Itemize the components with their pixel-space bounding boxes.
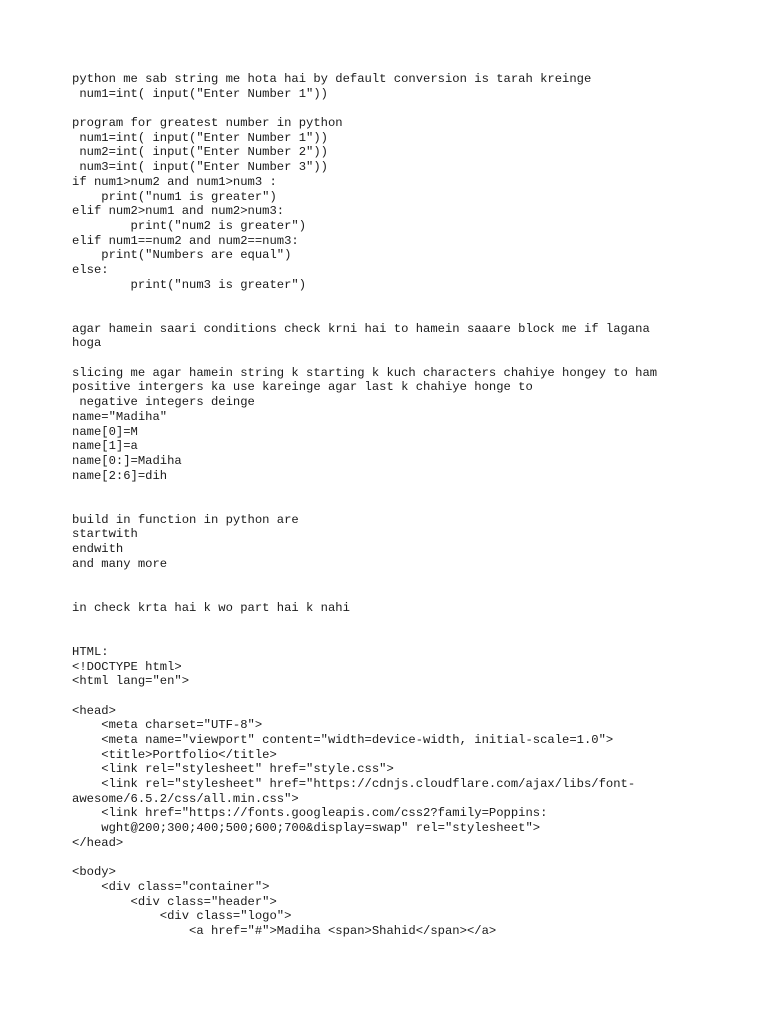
doc-line: if num1>num2 and num1>num3 : [72, 174, 277, 189]
doc-line: negative integers deinge [72, 395, 255, 410]
doc-line [72, 101, 732, 116]
doc-line: wght@200;300;400;500;600;700&display=swap" rel="stylesheet"> [72, 821, 541, 836]
doc-line: name[1]=a [72, 439, 138, 454]
doc-line: print("num1 is greater") [72, 189, 277, 204]
doc-line [72, 630, 732, 645]
doc-line: <div class="logo"> [72, 909, 292, 924]
doc-line: awesome/6.5.2/css/all.min.css"> [72, 791, 299, 806]
doc-line: num1=int( input("Enter Number 1")) [72, 86, 328, 101]
doc-line: endwith [72, 542, 124, 556]
doc-line: <div class="container"> [72, 879, 270, 894]
doc-line: name[0:]=Madiha [72, 453, 182, 468]
doc-line: <title>Portfolio</title> [72, 747, 277, 762]
doc-line [72, 689, 732, 704]
doc-line: python me sab string me hota hai by default conversion is tarah kreinge [72, 72, 592, 86]
doc-line: HTML: [72, 644, 109, 659]
doc-line: <body> [72, 865, 116, 880]
doc-line [72, 351, 732, 366]
doc-line: <div class="header"> [72, 894, 277, 909]
doc-line: program for greatest number in python [72, 116, 343, 131]
document-page [72, 72, 732, 939]
doc-line: <meta charset="UTF-8"> [72, 718, 263, 733]
doc-line: name="Madiha" [72, 409, 168, 424]
doc-line: num2=int( input("Enter Number 2")) [72, 145, 328, 160]
doc-line: <!DOCTYPE html> [72, 659, 182, 674]
doc-line: slicing me agar hamein string k starting k kuch characters chahiye hongey to ham [72, 365, 658, 380]
doc-line: startwith [72, 527, 138, 542]
doc-line: print("num2 is greater") [72, 218, 307, 233]
doc-line: positive intergers ka use kareinge agar last k chahiye honge to [72, 380, 533, 395]
doc-line: <html lang="en"> [72, 674, 190, 689]
doc-line: print("Numbers are equal") [72, 248, 292, 263]
doc-line: hoga [72, 336, 102, 351]
doc-line [72, 586, 732, 601]
doc-line [72, 850, 732, 865]
doc-line: agar hamein saari conditions check krni hai to hamein saaare block me if lagana [72, 321, 650, 336]
doc-line: elif num2>num1 and num2>num3: [72, 204, 285, 219]
doc-line [72, 292, 732, 307]
doc-line [72, 307, 732, 322]
doc-line: </head> [72, 835, 124, 850]
doc-line: num3=int( input("Enter Number 3")) [72, 160, 328, 175]
doc-line: build in function in python are [72, 512, 299, 527]
doc-line: and many more [72, 556, 168, 571]
doc-line [72, 498, 732, 513]
doc-line: <link href="https://fonts.googleapis.com/css2?family=Poppins: [72, 806, 548, 821]
doc-line: name[2:6]=dih [72, 468, 168, 483]
doc-line: in check krta hai k wo part hai k nahi [72, 600, 350, 615]
doc-line: <a href="#">Madiha <span>Shahid</span></a> [72, 923, 497, 938]
doc-line: <meta name="viewport" content="width=device-width, initial-scale=1.0"> [72, 732, 614, 747]
doc-line: else: [72, 262, 109, 277]
doc-line: <head> [72, 703, 116, 718]
doc-line: <link rel="stylesheet" href="style.css"> [72, 762, 394, 777]
doc-line: print("num3 is greater") [72, 277, 307, 292]
doc-line: num1=int( input("Enter Number 1")) [72, 130, 328, 145]
doc-line: elif num1==num2 and num2==num3: [72, 233, 299, 248]
doc-line: <link rel="stylesheet" href="https://cdnjs.cloudflare.com/ajax/libs/font- [72, 777, 636, 791]
doc-line [72, 483, 732, 498]
doc-line [72, 571, 732, 586]
doc-line [72, 615, 732, 630]
doc-line: name[0]=M [72, 424, 138, 439]
